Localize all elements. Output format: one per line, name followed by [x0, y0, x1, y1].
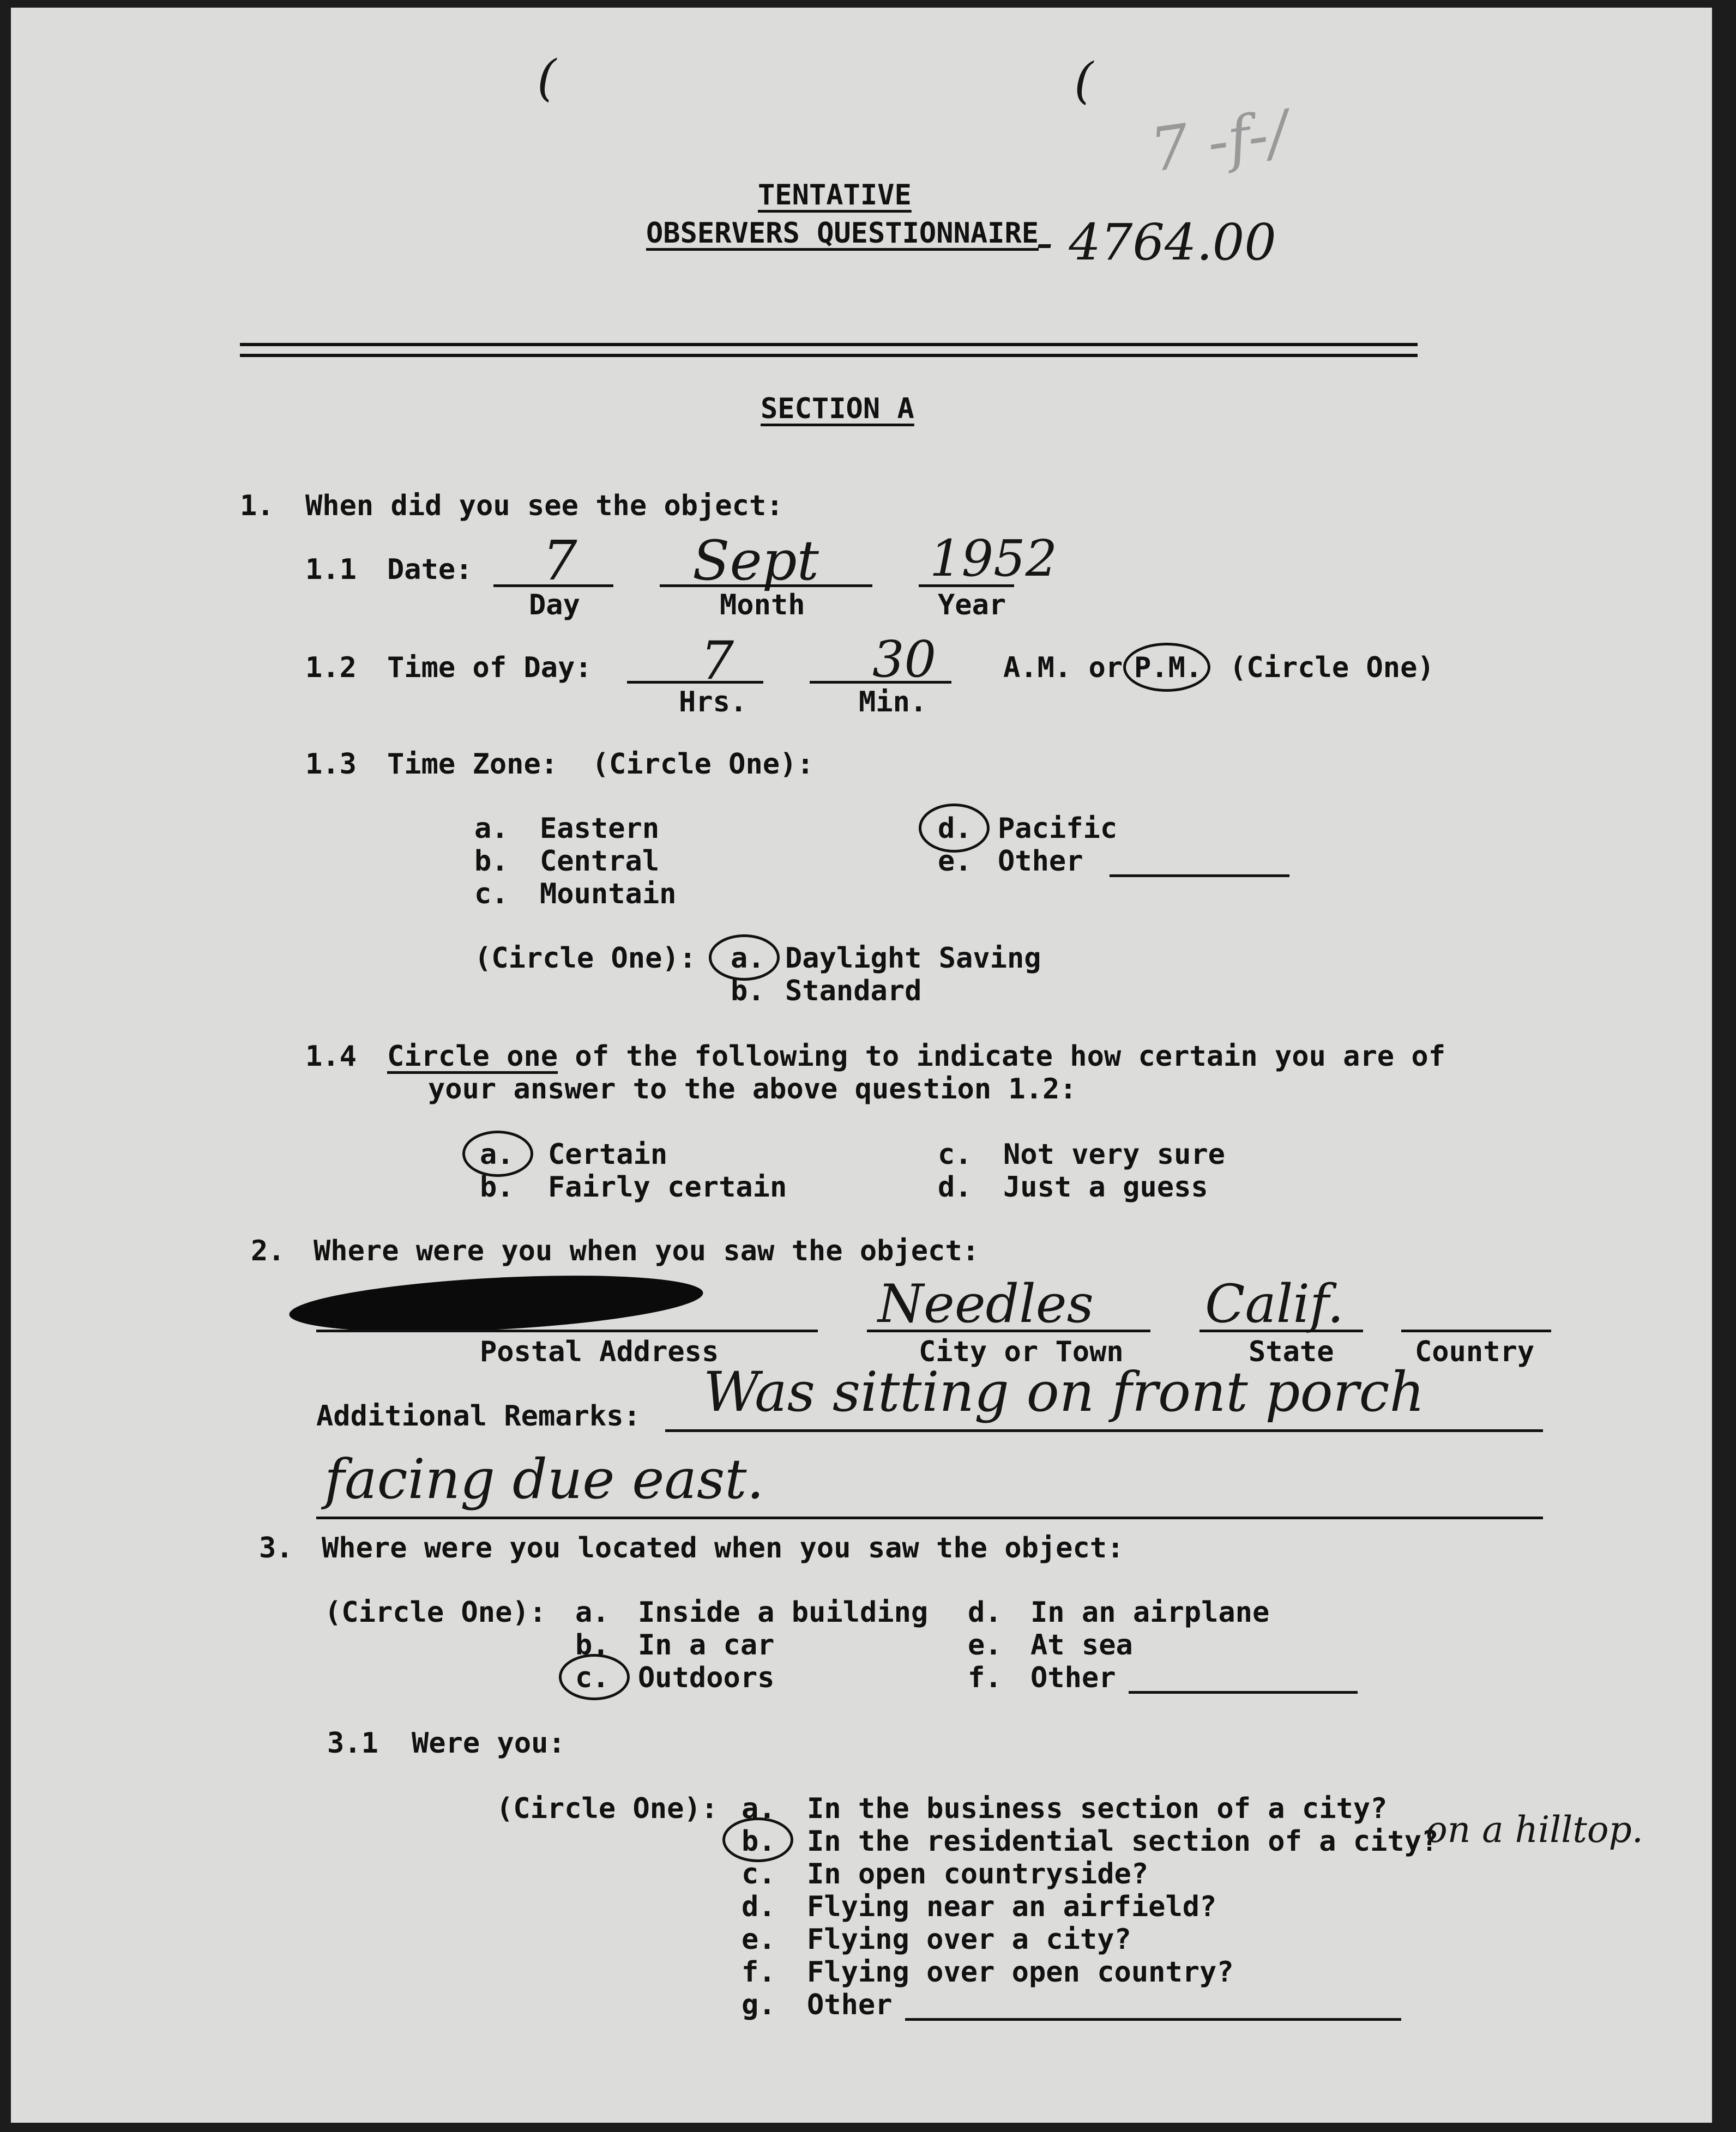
q31-question: Were you: [412, 1727, 565, 1760]
date-year-value: 1952 [930, 529, 1058, 588]
q2-question: Where were you when you saw the object: [314, 1235, 979, 1267]
q31-b-selection-circle [722, 1817, 793, 1862]
q3-e-letter: e. [968, 1629, 1002, 1662]
certainty-circle-one: Circle one [387, 1040, 558, 1073]
file-number: - 4764.00 [1036, 213, 1276, 271]
q3-e-text: At sea [1030, 1629, 1133, 1662]
zone-c-text: Mountain [540, 878, 677, 910]
zone-a-text: Eastern [540, 812, 660, 845]
remarks-line1 [665, 1429, 1543, 1432]
time-min-value: 30 [872, 630, 937, 688]
country-label: Country [1415, 1336, 1535, 1368]
q31-f-letter: f. [742, 1956, 776, 1989]
q31-a-letter: a. [742, 1792, 776, 1825]
remarks-label: Additional Remarks: [316, 1400, 641, 1433]
q12-number: 1.2 [305, 651, 357, 684]
country-line [1401, 1330, 1551, 1332]
zone-e-text: Other [998, 845, 1083, 878]
q3-other-line [1129, 1691, 1358, 1694]
city-label: City or Town [919, 1336, 1124, 1368]
postal-address-label: Postal Address [480, 1336, 719, 1368]
zone-b-letter: b. [474, 845, 509, 878]
time-hrs-label: Hrs. [679, 686, 748, 718]
state-value: Calif. [1205, 1273, 1344, 1334]
q31-g-letter: g. [742, 1989, 776, 2021]
q3-d-text: In an airplane [1030, 1596, 1270, 1629]
q3-d-letter: d. [968, 1596, 1002, 1629]
zone-e-letter: e. [938, 845, 972, 878]
q31-f-text: Flying over open country? [807, 1956, 1234, 1989]
remarks-line2-value: facing due east. [324, 1447, 764, 1511]
questionnaire-page [11, 8, 1712, 2123]
q31-handwritten-note: on a hilltop. [1426, 1809, 1643, 1851]
bracket-mark-right: ( [1074, 52, 1094, 110]
q3-a-text: Inside a building [638, 1596, 929, 1629]
date-day-value: 7 [542, 529, 577, 593]
q31-g-text: Other [807, 1989, 893, 2021]
q3-a-letter: a. [575, 1596, 610, 1629]
q31-c-text: In open countryside? [807, 1858, 1149, 1891]
q31-number: 3.1 [327, 1727, 378, 1760]
time-hrs-value: 7 [701, 630, 734, 691]
certainty-a-selection-circle [462, 1131, 533, 1177]
q31-d-letter: d. [742, 1891, 776, 1923]
pm-text: P.M. [1134, 651, 1203, 684]
time-label: Time of Day: [387, 651, 592, 684]
date-label: Date: [387, 553, 473, 586]
q3-c-letter: c. [575, 1662, 610, 1694]
city-value: Needles [878, 1273, 1094, 1334]
q3-c-text: Outdoors [638, 1662, 775, 1694]
section-heading: SECTION A [761, 392, 914, 425]
date-month-value: Sept [692, 529, 819, 593]
zone-other-line [1110, 874, 1289, 877]
postal-address-line [316, 1330, 818, 1332]
time-circle-one: (Circle One) [1229, 651, 1434, 684]
q2-number: 2. [251, 1235, 285, 1267]
date-month-label: Month [720, 589, 805, 621]
date-month-line [660, 584, 872, 587]
certainty-d-text: Just a guess [1003, 1171, 1208, 1204]
q13-number: 1.3 [305, 748, 357, 781]
zone-c-letter: c. [474, 878, 509, 910]
certainty-instruction-line2: your answer to the above question 1.2: [428, 1073, 1077, 1106]
time-hrs-line [627, 681, 763, 684]
bracket-mark-left: ( [537, 50, 557, 107]
zone-d-letter: d. [938, 812, 972, 845]
city-line [867, 1330, 1150, 1332]
dst-label: (Circle One): [474, 942, 696, 975]
state-label: State [1249, 1336, 1334, 1368]
date-year-label: Year [938, 589, 1006, 621]
state-line [1199, 1330, 1363, 1332]
certainty-b-letter: b. [480, 1171, 514, 1204]
certainty-d-letter: d. [938, 1171, 972, 1204]
q31-other-line [905, 2018, 1401, 2021]
q1-number: 1. [240, 490, 274, 522]
q31-e-text: Flying over a city? [807, 1923, 1131, 1956]
date-day-label: Day [529, 589, 580, 621]
q14-number: 1.4 [305, 1040, 357, 1073]
q31-b-text: In the residential section of a city? [807, 1825, 1439, 1858]
certainty-c-text: Not very sure [1003, 1138, 1225, 1171]
q3-number: 3. [259, 1532, 293, 1565]
q31-c-letter: c. [742, 1858, 776, 1891]
q31-a-text: In the business section of a city? [807, 1792, 1388, 1825]
q1-question: When did you see the object: [305, 490, 783, 522]
title-questionnaire: OBSERVERS QUESTIONNAIRE [646, 217, 1039, 250]
zone-label: Time Zone: (Circle One): [387, 748, 814, 781]
zone-a-letter: a. [474, 812, 509, 845]
am-or-text: A.M. or [1003, 651, 1123, 684]
dst-a-selection-circle [709, 934, 780, 981]
certainty-a-text: Certain [548, 1138, 668, 1171]
header-rule-top [240, 343, 1418, 346]
q3-f-text: Other [1030, 1662, 1116, 1694]
q3-question: Where were you located when you saw the object: [322, 1532, 1124, 1565]
q3-circle-one: (Circle One): [324, 1596, 546, 1629]
certainty-c-letter: c. [938, 1138, 972, 1171]
q31-d-text: Flying near an airfield? [807, 1891, 1217, 1923]
header-rule-bottom [240, 354, 1418, 357]
pm-selection-circle [1123, 643, 1210, 692]
corner-pencil-mark: 7 -f-/ [1146, 97, 1293, 185]
dst-a-letter: a. [731, 942, 765, 975]
certainty-instruction-rest: of the following to indicate how certain you are of [558, 1040, 1446, 1073]
certainty-b-text: Fairly certain [548, 1171, 787, 1204]
remarks-line2 [316, 1517, 1543, 1519]
dst-a-text: Daylight Saving [785, 942, 1041, 975]
q31-circle-one: (Circle One): [496, 1792, 718, 1825]
q3-c-selection-circle [559, 1654, 630, 1700]
certainty-a-letter: a. [480, 1138, 514, 1171]
q3-f-letter: f. [968, 1662, 1002, 1694]
remarks-line1-value: Was sitting on front porch [703, 1360, 1425, 1424]
time-min-label: Min. [859, 686, 927, 718]
time-min-line [810, 681, 951, 684]
date-day-line [493, 584, 613, 587]
dst-b-text: Standard [785, 975, 922, 1007]
zone-d-text: Pacific [998, 812, 1118, 845]
dst-b-letter: b. [731, 975, 765, 1007]
date-year-line [919, 584, 1014, 587]
certainty-instruction [387, 1042, 1445, 1071]
title-tentative: TENTATIVE [758, 179, 912, 212]
q3-b-text: In a car [638, 1629, 775, 1662]
q3-b-letter: b. [575, 1629, 610, 1662]
q31-e-letter: e. [742, 1923, 776, 1956]
q11-number: 1.1 [305, 553, 357, 586]
q31-b-letter: b. [742, 1825, 776, 1858]
zone-b-text: Central [540, 845, 660, 878]
